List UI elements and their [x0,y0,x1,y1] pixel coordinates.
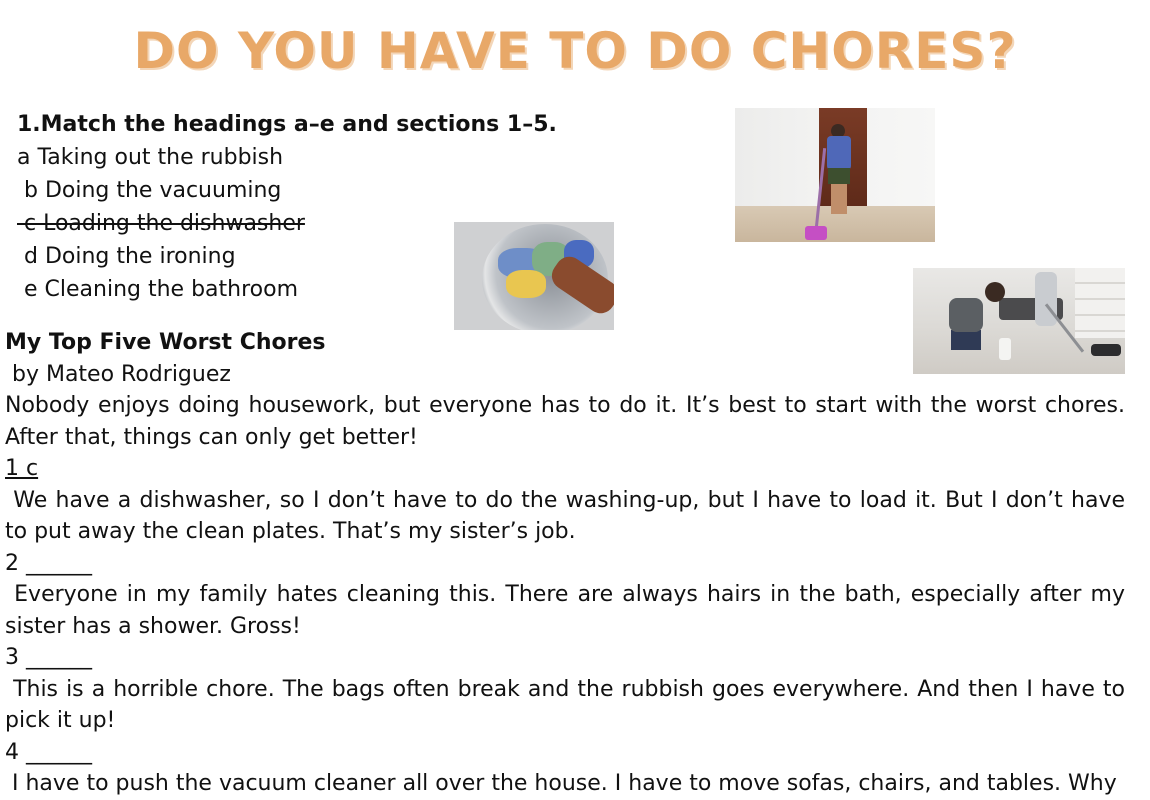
section-number-4: 4 ______ [5,739,92,765]
heading-option-e: e Cleaning the bathroom [17,277,298,302]
section-text-2: Everyone in my family hates cleaning this. There are always hairs in the bath, especially after my sister has a shower. Gross! [5,582,1132,639]
section-text-1: We have a dishwasher, so I don’t have to do the washing-up, but I have to load it. But I don’t have to put away the clean plates. That’s my sister’s job. [5,487,1132,544]
article-title: My Top Five Worst Chores [5,330,326,355]
section-text-4: I have to push the vacuum cleaner all over the house. I have to move sofas, chairs, and tables. Why [5,771,1117,796]
section-number-2: 2 ______ [5,550,92,576]
page-title: DO YOU HAVE TO DO CHORES? [133,22,1017,80]
mopping-photo [735,108,935,242]
heading-option-a: a Taking out the rubbish [17,145,284,170]
section-number-1: 1 c [5,456,39,481]
article [5,327,1133,800]
article-intro: Nobody enjoys doing housework, but everyone has to do it. It’s best to start with the worst chores. After that, things can only get better! [5,393,1125,450]
heading-option-d: d Doing the ironing [17,244,236,269]
section-number-3: 3 ______ [5,645,92,670]
section-text-3: This is a horrible chore. The bags often break and the rubbish goes everywhere. And then I have to pick it up! [5,676,1133,733]
heading-option-b: b Doing the vacuuming [17,178,282,203]
washing-machine-photo [454,222,614,330]
task-heading: 1.Match the headings a–e and sections 1–5. [17,112,557,137]
heading-option-c: c Loading the dishwasher [17,211,305,236]
article-byline: by Mateo Rodriguez [5,361,231,387]
